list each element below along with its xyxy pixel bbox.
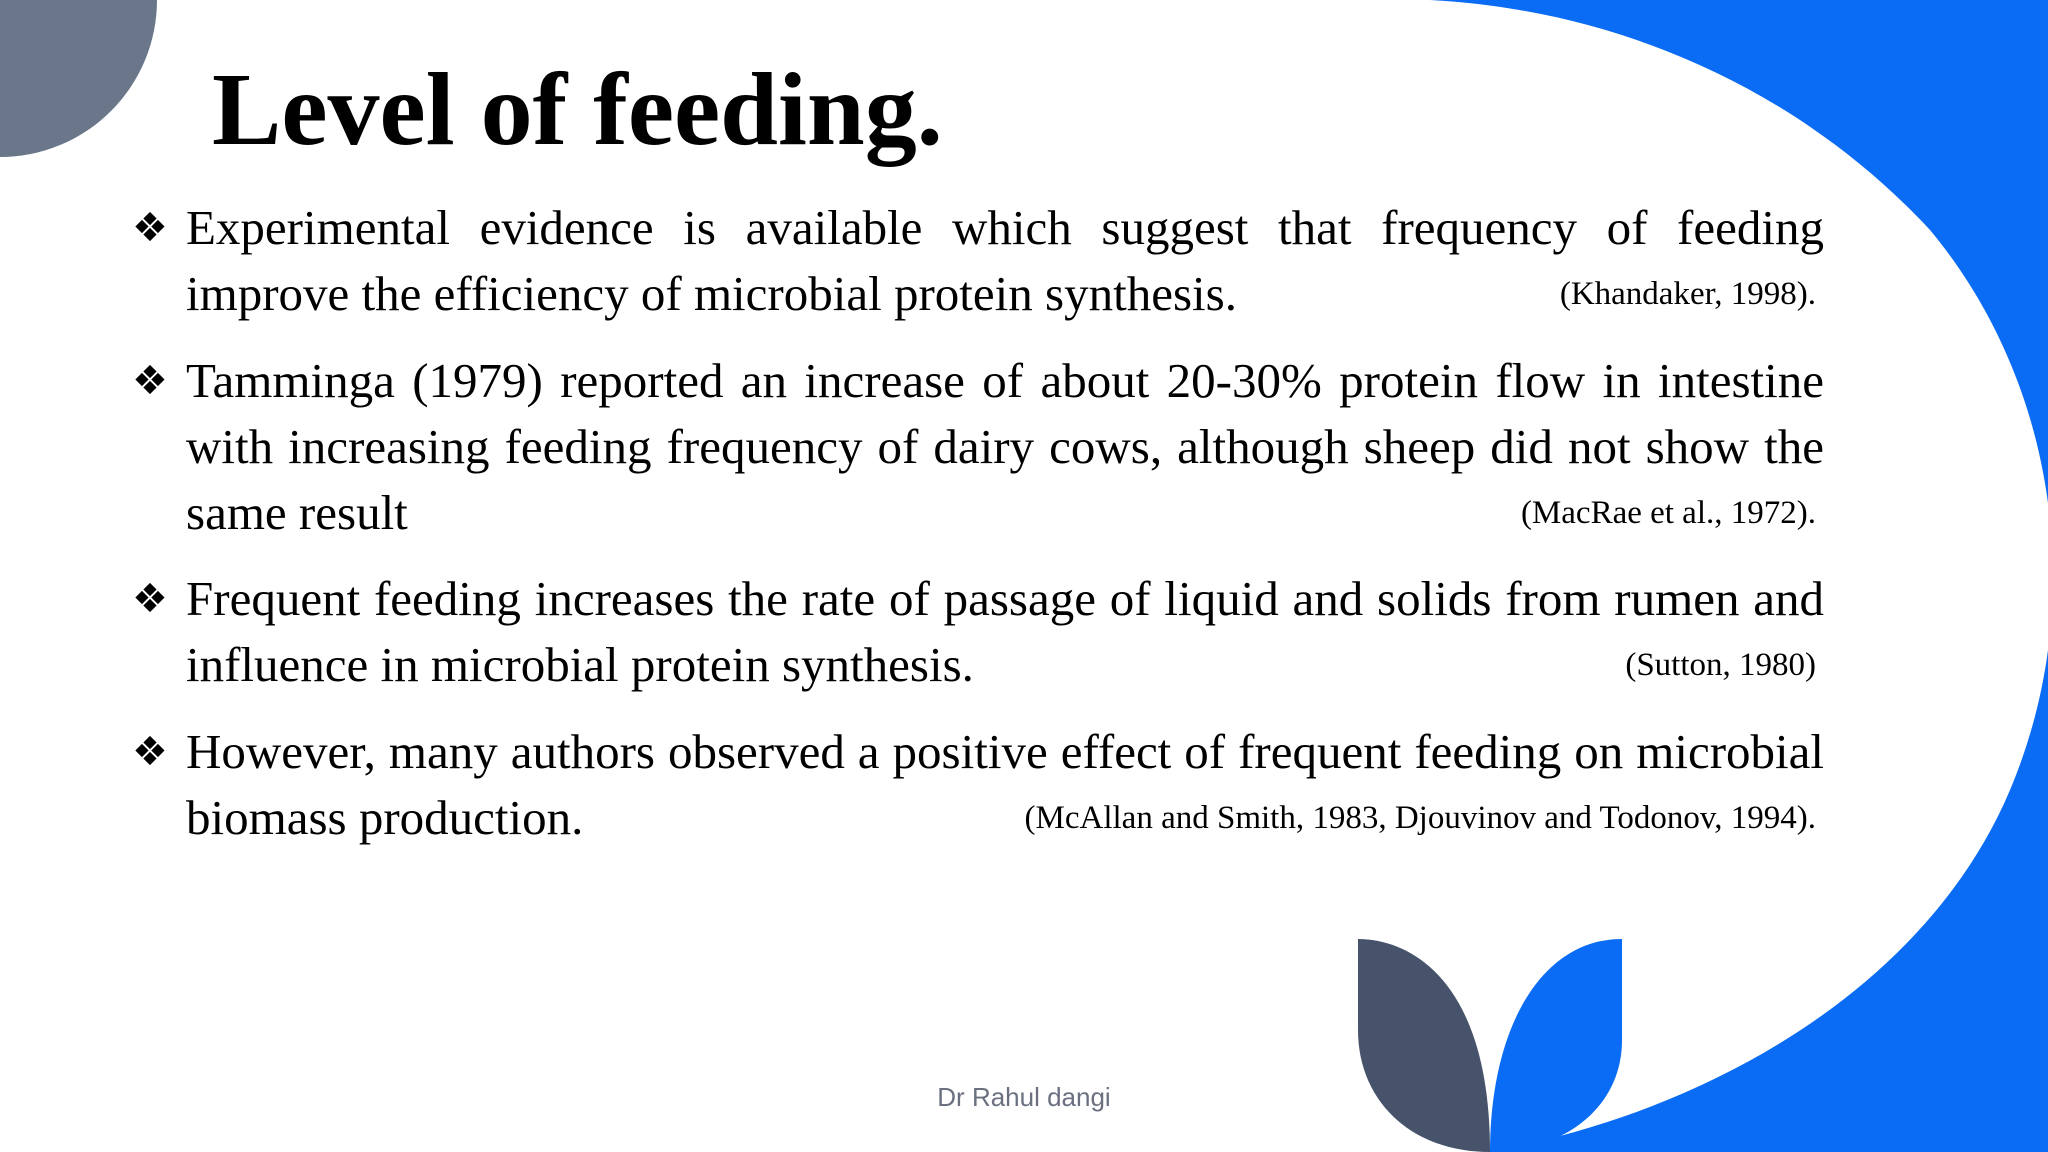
slide-title: Level of feeding. (212, 52, 943, 167)
bullet-point (132, 348, 1824, 546)
bullet-text: However, many authors observed a positive effect of frequent feeding on microbial biomass production. (186, 724, 1824, 845)
bullet-point (132, 719, 1824, 851)
bullet-text: Frequent feeding increases the rate of passage of liquid and solids from rumen and influence in microbial protein synthesis. (186, 571, 1824, 692)
bullet-text: Experimental evidence is available which suggest that frequency of feeding improve the efficiency of microbial protein synthesis. (186, 200, 1824, 321)
bullet-point (132, 195, 1824, 327)
bullet-body (186, 348, 1824, 546)
bullet-body (186, 719, 1824, 851)
leaf-left-shape (1358, 939, 1490, 1152)
citation: (Sutton, 1980) (1625, 647, 1816, 683)
corner-quarter-circle (0, 0, 157, 157)
citation: (McAllan and Smith, 1983, Djouvinov and Todonov, 1994). (1024, 800, 1816, 836)
bullet-point (132, 566, 1824, 698)
bullet-diamond-icon: ❖ (132, 358, 168, 404)
citation: (MacRae et al., 1972). (1520, 495, 1816, 531)
citation: (Khandaker, 1998). (1559, 276, 1816, 312)
bullet-diamond-icon: ❖ (132, 576, 168, 622)
leaf-right-shape (1490, 939, 1622, 1152)
bullet-text: Tamminga (1979) reported an increase of about 20-30% protein flow in intestine with increasing feeding frequency of dairy cows, although sheep did not show the same result (186, 353, 1824, 540)
bullet-body (186, 566, 1824, 698)
bullet-body (186, 195, 1824, 327)
footer-author: Dr Rahul dangi (937, 1082, 1111, 1112)
bullet-diamond-icon: ❖ (132, 729, 168, 775)
bullet-diamond-icon: ❖ (132, 205, 168, 251)
